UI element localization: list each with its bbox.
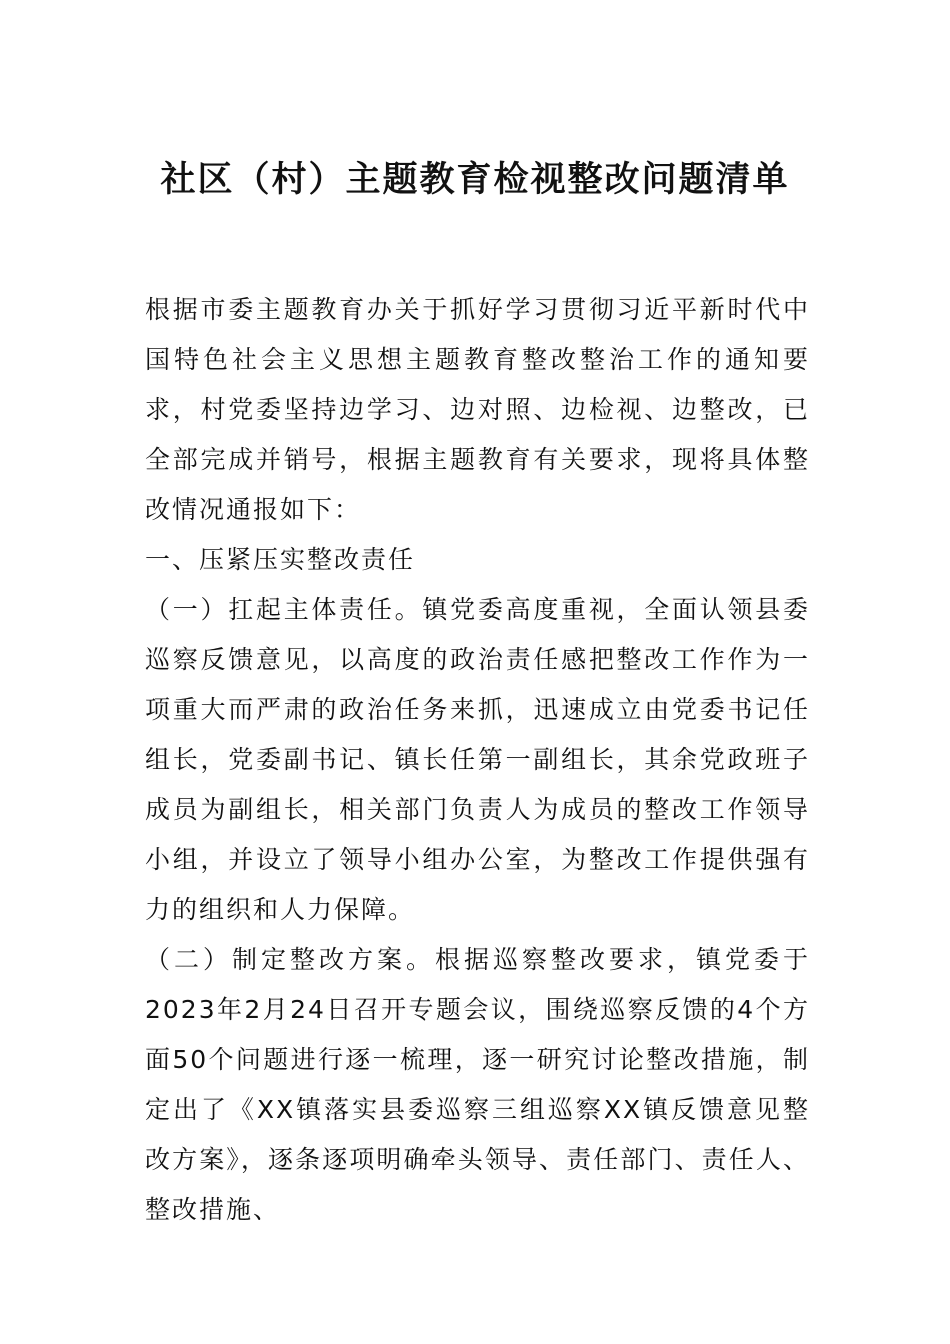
document-title: 社区（村）主题教育检视整改问题清单 [160, 159, 790, 200]
paragraph-responsibility: （一）扛起主体责任。镇党委高度重视，全面认领县委巡察反馈意见，以高度的政治责任感把整改工作作为一项重大而严肃的政治任务来抓，迅速成立由党委书记任组长，党委副书记、镇长任第一副组长，其余党政班子成员为副组长，相关部门负责人为成员的整改工作领导小组，并设立了领导小组办公室，为整改工作提供强有力的组织和人力保障。 [145, 595, 810, 924]
section-heading-1: 一、压紧压实整改责任 [145, 545, 416, 574]
paragraph-intro: 根据市委主题教育办关于抓好学习贯彻习近平新时代中国特色社会主义思想主题教育整改整治工作的通知要求，村党委坚持边学习、边对照、边检视、边整改，已全部完成并销号，根据主题教育有关要求，现将具体整改情况通报如下： [145, 295, 810, 524]
paragraph-plan: （二）制定整改方案。根据巡察整改要求，镇党委于2023年2月24日召开专题会议，围绕巡察反馈的4个方面50个问题进行逐一梳理，逐一研究讨论整改措施，制定出了《XX镇落实县委巡察三组巡察XX镇反馈意见整改方案》，逐条逐项明确牵头领导、责任部门、责任人、整改措施、 [145, 945, 810, 1224]
document-body [145, 285, 810, 1235]
